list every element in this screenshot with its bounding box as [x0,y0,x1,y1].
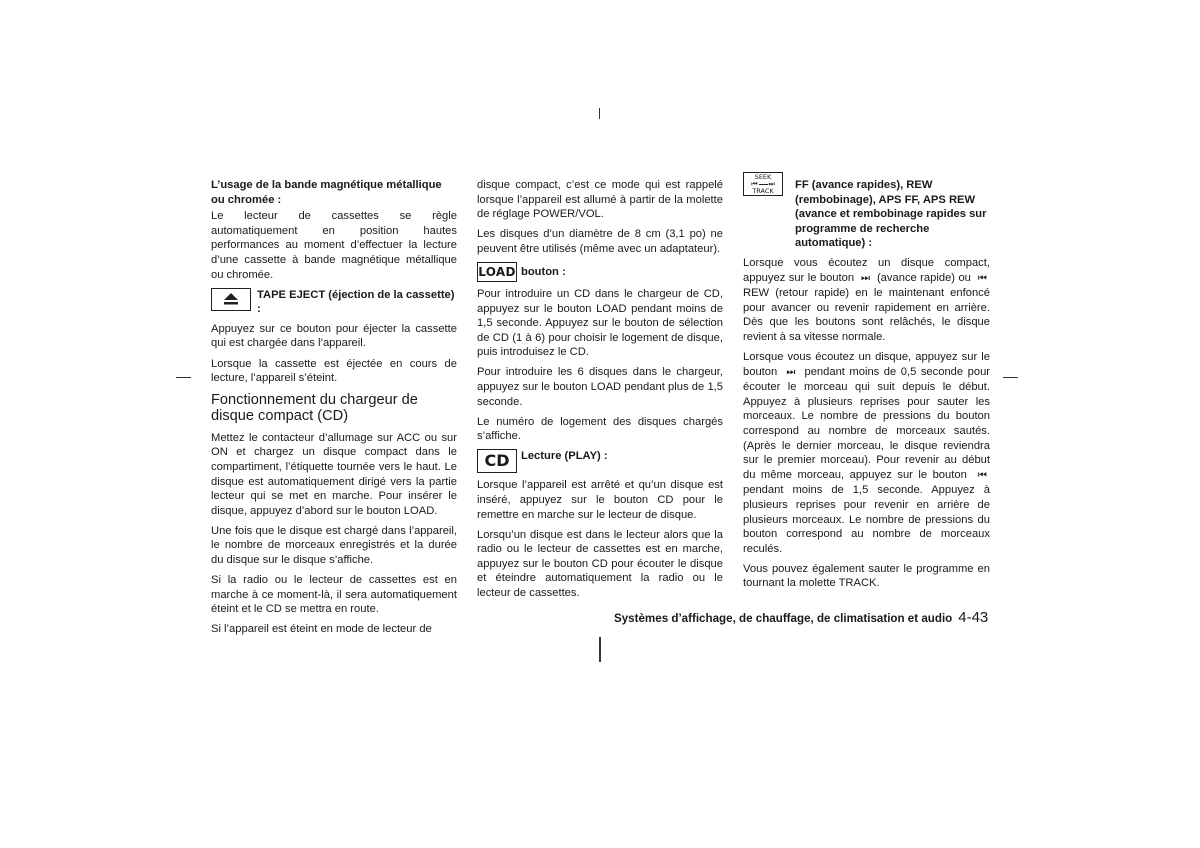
paragraph [743,350,990,556]
cd-label: Lecture (PLAY) : [521,450,608,463]
crop-mark-left [176,377,191,378]
paragraph: disque compact, c’est ce mode qui est rappelé lorsque l’appareil est allumé à partir de la molette de réglage POWER/VOL. [477,179,723,221]
load-heading [477,262,723,282]
text-fragment: pendant moins de 0,5 seconde pour écouter le morceau qui suit depuis le début. Appuyez à plusieurs reprises pour sauter les morceaux. Le nombre de pressions du bouton correspond au nombre de morceaux sautés. (Après le dernier morceau, le disque reviendra sur le premier morceau). Pour revenir au début du même morceau, appuyez sur le bouton [743,365,991,481]
crop-mark-bottom [599,637,601,662]
text-fragment: Lorsque vous écoutez un disque, appuyez sur le bouton [743,351,990,378]
paragraph: Lorsque l’appareil est arrêté et qu’un disque est inséré, appuyez sur le bouton CD pour le remettre en marche sur le lecteur de disque. [477,479,723,521]
paragraph: Lorsque la cassette est éjectée en cours de lecture, l’appareil s’éteint. [211,357,457,385]
divider-line [759,184,768,185]
tape-eject-heading [211,288,457,317]
paragraph: Pour introduire les 6 disques dans le chargeur, appuyez sur le bouton LOAD pendant plus de 1,5 seconde. [477,366,723,408]
column-right [743,172,990,597]
tape-eject-label: TAPE EJECT (éjection de la cassette) : [257,288,455,316]
page-footer [614,609,988,627]
seek-text: SEEK [754,172,772,181]
paragraph: Une fois que le disque est chargé dans l’appareil, le nombre de morceaux enregistrés et la durée du disque sur le disque s’affiche. [211,524,457,566]
paragraph: Vous pouvez également sauter le programme en tournant la molette TRACK. [743,562,990,590]
paragraph: Si la radio ou le lecteur de cassettes est en marche à ce moment-là, il sera automatiquement éteint et le CD se mettra en route. [211,574,457,616]
crop-mark-top [599,108,600,119]
load-button-icon: LOAD [477,262,517,282]
eject-icon [222,292,240,306]
text-fragment: Lorsque vous écoutez un disque compact, appuyez sur le bouton [743,256,990,284]
skip-forward-icon: ⏭ [781,366,800,378]
skip-back-icon: ⏮ [751,179,758,188]
eject-button-icon [211,288,251,311]
cd-heading [477,449,723,473]
load-label: bouton : [521,265,566,278]
paragraph: Les disques d’un diamètre de 8 cm (3,1 po) ne peuvent être utilisés (même avec un adaptateur). [477,228,723,255]
paragraph: Mettez le contacteur d’allumage sur ACC ou sur ON et chargez un disque compact dans le compartiment, l’étiquette tournée vers le haut. Le disque est automatiquement dirigé vers la partie lecteur qui se met en marche. Pour insérer le disque, appuyez d’abord sur le bouton LOAD. [211,431,457,517]
crop-mark-right [1003,377,1018,378]
text-fragment: pendant moins de 1,5 seconde. Appuyez à plusieurs reprises pour revenir en arrière de plusieurs morceaux. Le nombre de pressions du bouton correspond au nombre de morceaux reculés. [743,484,990,555]
section-title: Fonctionnement du chargeur de disque compact (CD) [211,391,418,425]
skip-forward-icon: ⏭ [768,179,775,188]
paragraph [743,256,990,345]
seek-track-button-icon [743,172,783,196]
cd-button-icon: CD [477,449,517,473]
skip-forward-icon: ⏭ [857,272,874,284]
paragraph: Lorsqu’un disque est dans le lecteur alors que la radio ou le lecteur de cassettes est en marche, appuyez sur le bouton CD pour écouter le disque et éteindre automatiquement la radio ou le lecteur de cassettes. [477,528,723,600]
footer-title: Systèmes d’affichage, de chauffage, de climatisation et audio [614,612,953,625]
seek-label: FF (avance rapides), REW (rembobinage), APS FF, APS REW (avance et rembobinage rapides sur programme de recherche automatique) : [795,179,987,250]
seek-heading [743,172,990,251]
column-middle [477,178,723,606]
paragraph: Pour introduire un CD dans le chargeur de CD, appuyez sur le bouton LOAD pendant moins de 1,5 seconde. Appuyez sur le bouton de sélection de CD (1 à 6) pour choisir le logement de disque, puis introduisez le CD. [477,287,723,359]
track-text: TRACK [752,186,774,195]
skip-back-icon: ⏮ [972,469,991,481]
heading-tape-type: L’usage de la bande magnétique métallique ou chromée : [211,179,442,206]
paragraph: Le lecteur de cassettes se règle automatiquement en position hautes performances au moment d’effectuer la lecture d’une cassette à bande magnétique métallique ou chromée. [211,210,457,281]
text-fragment: (avance rapide) ou [876,271,971,284]
skip-back-icon: ⏮ [974,272,991,284]
column-left [211,178,457,642]
paragraph: Appuyez sur ce bouton pour éjecter la cassette qui est chargée dans l’appareil. [211,322,457,350]
paragraph: Le numéro de logement des disques chargés s’affiche. [477,415,723,443]
page-number: 4-43 [958,609,989,626]
paragraph: Si l’appareil est éteint en mode de lecteur de [211,623,432,636]
text-fragment: REW (retour rapide) en le maintenant enfoncé pour avancer ou revenir rapidement en arrière. Dès que les boutons sont relâchés, le disque revient à sa vitesse normale. [743,287,990,343]
